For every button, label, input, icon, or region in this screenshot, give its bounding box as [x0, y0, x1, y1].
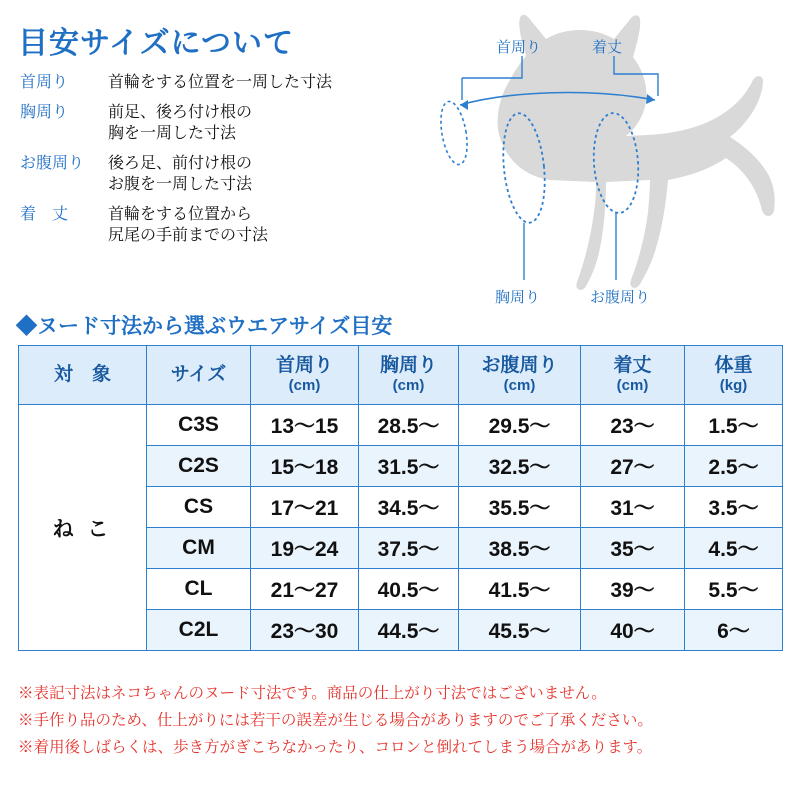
cell-neck: 13〜15: [251, 405, 359, 446]
column-header-unit: (cm): [288, 377, 321, 395]
column-header-neck: [251, 346, 359, 405]
cell-chest: 34.5〜: [359, 487, 459, 528]
cell-weight: 2.5〜: [685, 446, 783, 487]
diagram-label-neck: 首周り: [496, 39, 542, 56]
definition-row: [20, 102, 420, 144]
definition-row: [20, 72, 420, 93]
column-header-unit: (cm): [616, 377, 649, 395]
column-header-weight: [685, 346, 783, 405]
definition-line: 首輪をする位置から: [108, 206, 253, 223]
notes-section: [18, 680, 788, 761]
column-header-size: [147, 346, 251, 405]
definition-term: 着 丈: [20, 206, 69, 223]
definition-term: お腹周り: [20, 155, 85, 172]
cat-diagram: [400, 8, 790, 318]
cell-length: 23〜: [581, 405, 685, 446]
cell-size: CM: [147, 528, 251, 569]
definition-line: 首輪をする位置を一周した寸法: [108, 74, 333, 91]
cell-length: 35〜: [581, 528, 685, 569]
column-header-label: 体重: [714, 355, 753, 377]
definition-description: [108, 153, 252, 195]
note-item: ※表記寸法はネコちゃんのヌード寸法です。商品の仕上がり寸法ではございません。: [18, 685, 607, 702]
column-header-length: [581, 346, 685, 405]
column-header-unit: (cm): [503, 377, 536, 395]
cell-belly: 45.5〜: [459, 610, 581, 651]
definition-description: [108, 102, 252, 144]
cell-weight: 3.5〜: [685, 487, 783, 528]
cell-chest: 37.5〜: [359, 528, 459, 569]
section-heading: ◆ヌード寸法から選ぶウエアサイズ目安: [16, 315, 393, 338]
cell-weight: 5.5〜: [685, 569, 783, 610]
definition-line: 胸を一周した寸法: [108, 125, 237, 142]
cell-chest: 31.5〜: [359, 446, 459, 487]
column-header-label: お腹周り: [481, 355, 558, 377]
cell-size: CS: [147, 487, 251, 528]
page-title: 目安サイズについて: [18, 27, 294, 60]
definition-description: [108, 72, 332, 93]
measurement-definitions: [20, 72, 420, 255]
definition-term: 胸周り: [20, 104, 69, 121]
column-header-label: 対 象: [53, 364, 111, 386]
column-header-label: 首周り: [275, 355, 333, 377]
cell-length: 39〜: [581, 569, 685, 610]
cell-length: 27〜: [581, 446, 685, 487]
diagram-label-chest: 胸周り: [495, 289, 541, 306]
column-header-unit: (kg): [719, 377, 748, 395]
cell-size: C3S: [147, 405, 251, 446]
cell-weight: 4.5〜: [685, 528, 783, 569]
cell-weight: 6〜: [685, 610, 783, 651]
column-header-target: [19, 346, 147, 405]
column-header-chest: [359, 346, 459, 405]
cell-weight: 1.5〜: [685, 405, 783, 446]
column-header-belly: [459, 346, 581, 405]
definition-row: [20, 204, 420, 246]
cell-belly: 41.5〜: [459, 569, 581, 610]
cell-belly: 32.5〜: [459, 446, 581, 487]
cell-chest: 40.5〜: [359, 569, 459, 610]
cell-belly: 29.5〜: [459, 405, 581, 446]
column-header-label: 胸周り: [379, 355, 437, 377]
column-header-label: 着丈: [613, 355, 652, 377]
diagram-label-length: 着丈: [592, 39, 623, 56]
cell-size: C2L: [147, 610, 251, 651]
cell-belly: 35.5〜: [459, 487, 581, 528]
cell-chest: 44.5〜: [359, 610, 459, 651]
definition-term: 首周り: [20, 74, 69, 91]
table-row: [19, 405, 783, 446]
size-table: [18, 345, 783, 651]
cell-neck: 19〜24: [251, 528, 359, 569]
definition-description: [108, 204, 268, 246]
note-item: ※手作り品のため、仕上がりには若干の誤差が生じる場合がありますのでご了承ください。: [18, 712, 653, 729]
definition-row: [20, 153, 420, 195]
cell-belly: 38.5〜: [459, 528, 581, 569]
table-header-row: [19, 346, 783, 405]
column-header-label: サイズ: [170, 364, 227, 386]
cell-neck: 21〜27: [251, 569, 359, 610]
cell-length: 31〜: [581, 487, 685, 528]
cell-neck: 15〜18: [251, 446, 359, 487]
definition-line: お腹を一周した寸法: [108, 176, 253, 193]
diagram-label-belly: お腹周り: [590, 289, 651, 306]
definition-line: 後ろ足、前付け根の: [108, 155, 253, 172]
target-cell: ね こ: [19, 405, 147, 651]
definition-line: 前足、後ろ付け根の: [108, 104, 253, 121]
cell-chest: 28.5〜: [359, 405, 459, 446]
note-item: ※着用後しばらくは、歩き方がぎこちなかったり、コロンと倒れてしまう場合があります。: [18, 739, 653, 756]
cell-neck: 23〜30: [251, 610, 359, 651]
cell-size: CL: [147, 569, 251, 610]
column-header-unit: (cm): [392, 377, 425, 395]
cell-length: 40〜: [581, 610, 685, 651]
cell-size: C2S: [147, 446, 251, 487]
definition-line: 尻尾の手前までの寸法: [108, 227, 269, 244]
cell-neck: 17〜21: [251, 487, 359, 528]
